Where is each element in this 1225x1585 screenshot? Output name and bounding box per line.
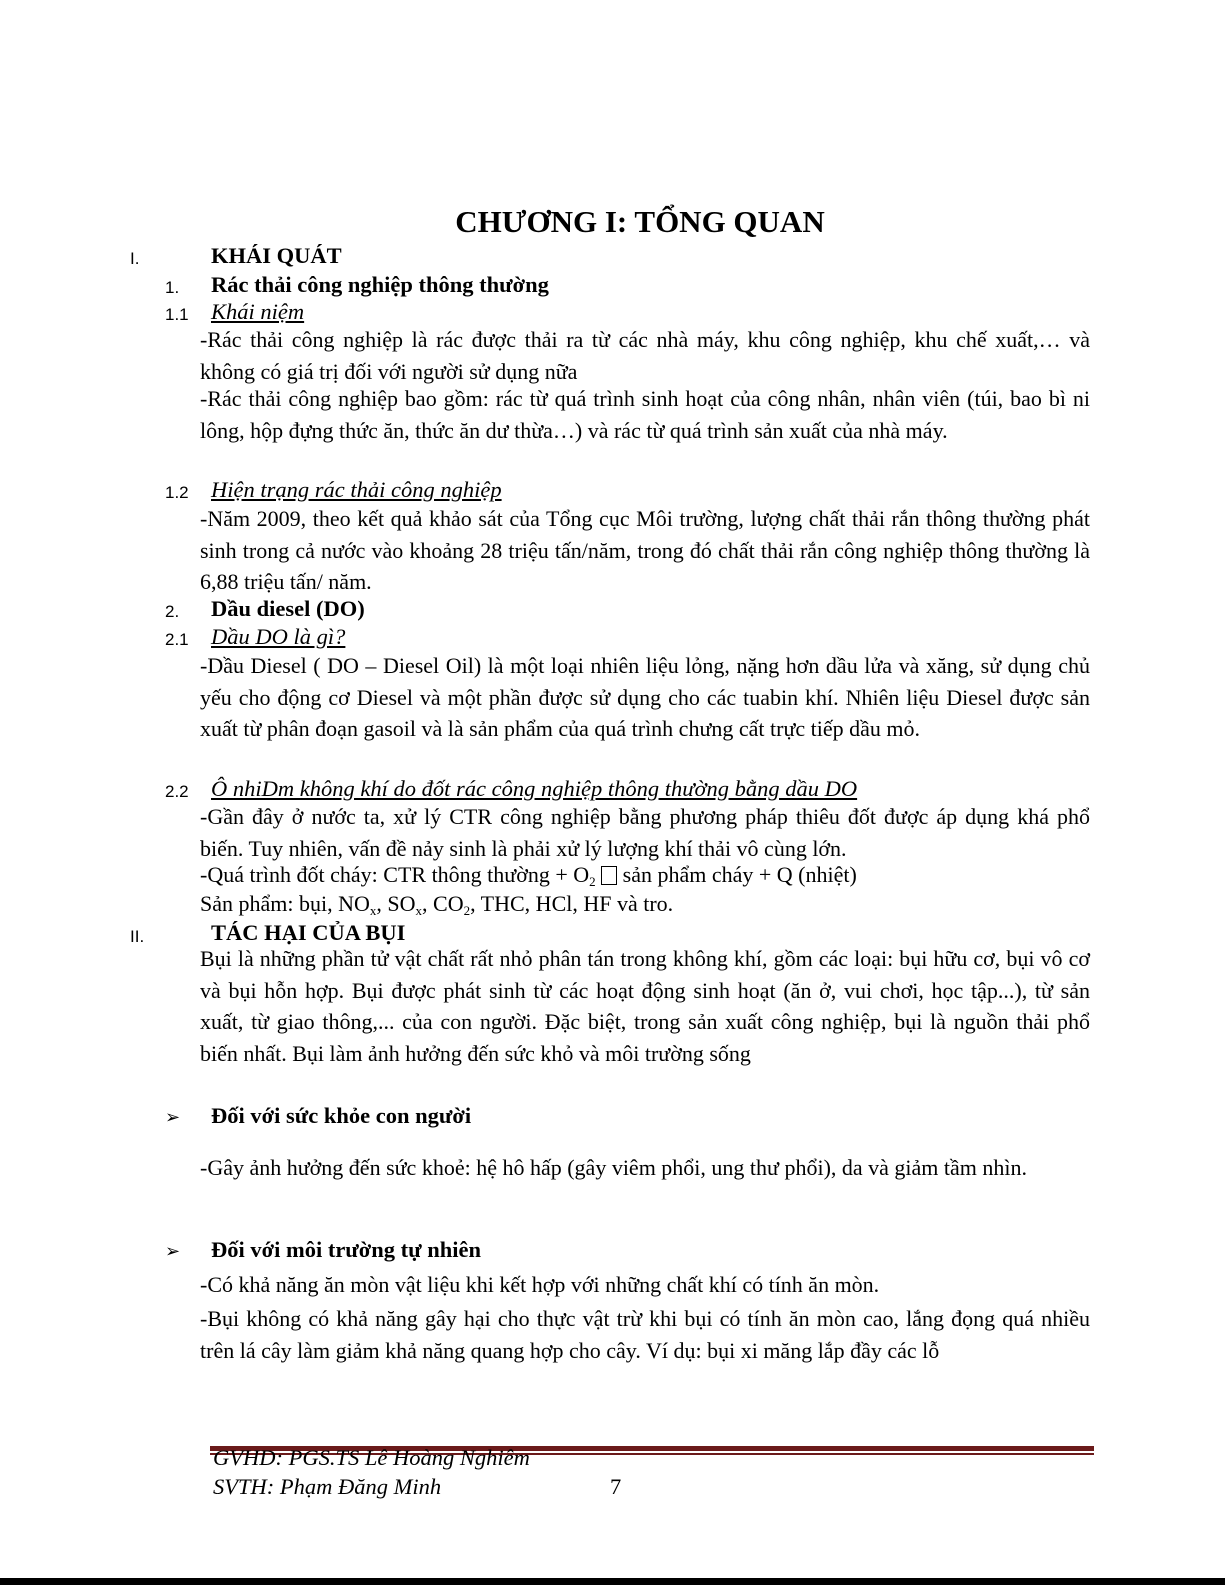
- section-2-number: II.: [130, 927, 145, 946]
- missing-glyph-arrow-icon: [601, 866, 617, 885]
- subsection-1-1-number: 1.1: [165, 305, 189, 324]
- footer-student: SVTH: Phạm Đăng Minh: [213, 1474, 442, 1499]
- subsection-1-2-heading: Hiện trạng rác thải công nghiệp: [211, 477, 502, 502]
- section-1-number: I.: [130, 249, 140, 268]
- subsection-2-2-heading: Ô nhiDm không khí do đốt rác công nghiệp thông thường bằng dầu DO: [211, 776, 858, 801]
- subsection-2-number: 2.: [165, 602, 180, 621]
- section-1-heading: KHÁI QUÁT: [211, 243, 342, 268]
- paragraph-environment-1: -Có khả năng ăn mòn vật liệu khi kết hợp với những chất khí có tính ăn mòn.: [200, 1272, 880, 1297]
- page-number: 7: [610, 1474, 622, 1499]
- chapter-title: CHƯƠNG I: TỔNG QUAN: [455, 204, 825, 239]
- combustion-line: -Quá trình đốt cháy: CTR thông thường + $O_2$ sản phẩm cháy + Q (nhiệt): [200, 862, 857, 889]
- bottom-border: [0, 1578, 1225, 1585]
- subsection-2-2-number: 2.2: [165, 782, 189, 801]
- subsection-1-number: 1.: [165, 278, 180, 297]
- paragraph-status: -Năm 2009, theo kết quả khảo sát của Tổng cục Môi trường, lượng chất thải rắn thông thường phát sinh trong cả nước vào khoảng 28 triệu tấn/năm, trong đó chất thải rắn công nghiệp thông thường là 6,88 triệu tấn/ năm.: [200, 506, 1090, 595]
- footer-advisor: GVHD: PGS.TS Lê Hoàng Nghiêm: [213, 1445, 530, 1470]
- paragraph-definition-2: -Rác thải công nghiệp bao gồm: rác từ quá trình sinh hoạt của công nhân, nhân viên (túi, bao bì ni lông, hộp đựng thức ăn, thức ăn dư thừa…) và rác từ quá trình sản xuất của nhà máy.: [200, 386, 1090, 443]
- subsection-1-heading: Rác thải công nghiệp thông thường: [211, 272, 549, 297]
- paragraph-health: -Gây ảnh hưởng đến sức khoẻ: hệ hô hấp (gây viêm phổi, ung thư phổi), da và giảm tầm nhìn.: [200, 1155, 1028, 1180]
- products-line: Sản phẩm: bụi, $NO_x$, $SO_x$, $CO_2$, THC, HCl, HF và tro.: [200, 891, 674, 918]
- subsection-2-heading: Dầu diesel (DO): [211, 596, 365, 621]
- bullet-environment-heading: Đối với môi trường tự nhiên: [211, 1237, 482, 1262]
- subsection-2-1-number: 2.1: [165, 630, 189, 649]
- paragraph-dust-intro: Bụi là những phần tử vật chất rất nhỏ phân tán trong không khí, gồm các loại: bụi hữu cơ, bụi vô cơ và bụi hỗn hợp. Bụi được phát sinh từ các hoạt động sinh hoạt (ăn ở, vui chơi, học tập...), từ sản xuất, từ giao thông,... của con người. Đặc biệt, trong sản xuất công nghiệp, bụi là nguồn thải phổ biến nhất. Bụi làm ảnh hưởng đến sức khỏ và môi trường sống: [200, 946, 1090, 1066]
- paragraph-environment-2: -Bụi không có khả năng gây hại cho thực vật trừ khi bụi có tính ăn mòn cao, lắng đọng quá nhiều trên lá cây làm giảm khả năng quang hợp cho cây. Ví dụ: bụi xi măng lắp đầy các lỗ: [200, 1306, 1090, 1363]
- section-2-heading: TÁC HẠI CỦA BỤI: [211, 920, 406, 945]
- subsection-2-1-heading: Dầu DO là gì?: [211, 624, 346, 649]
- bullet-health-heading: Đối với sức khỏe con người: [211, 1103, 472, 1128]
- bullet-arrow-icon: ➢: [165, 1241, 181, 1261]
- paragraph-definition-1: -Rác thải công nghiệp là rác được thải ra từ các nhà máy, khu công nghiệp, khu chế xuất,… và không có giá trị đối với người sử dụng nữa: [200, 327, 1090, 384]
- subsection-1-2-number: 1.2: [165, 483, 189, 502]
- bullet-arrow-icon: ➢: [165, 1107, 181, 1127]
- paragraph-diesel: -Dầu Diesel ( DO – Diesel Oil) là một loại nhiên liệu lỏng, nặng hơn dầu lửa và xăng, sử dụng chủ yếu cho động cơ Diesel và một phần được sử dụng cho các tuabin khí. Nhiên liệu Diesel được sản xuất từ phân đoạn gasoil và là sản phẩm của quá trình chưng cất trực tiếp dầu mỏ.: [200, 653, 1090, 742]
- paragraph-incineration: -Gần đây ở nước ta, xử lý CTR công nghiệp bằng phương pháp thiêu đốt được áp dụng khá phổ biến. Tuy nhiên, vấn đề nảy sinh là phải xử lý lượng khí thải vô cùng lớn.: [200, 804, 1090, 861]
- subsection-1-1-heading: Khái niệm: [211, 299, 305, 324]
